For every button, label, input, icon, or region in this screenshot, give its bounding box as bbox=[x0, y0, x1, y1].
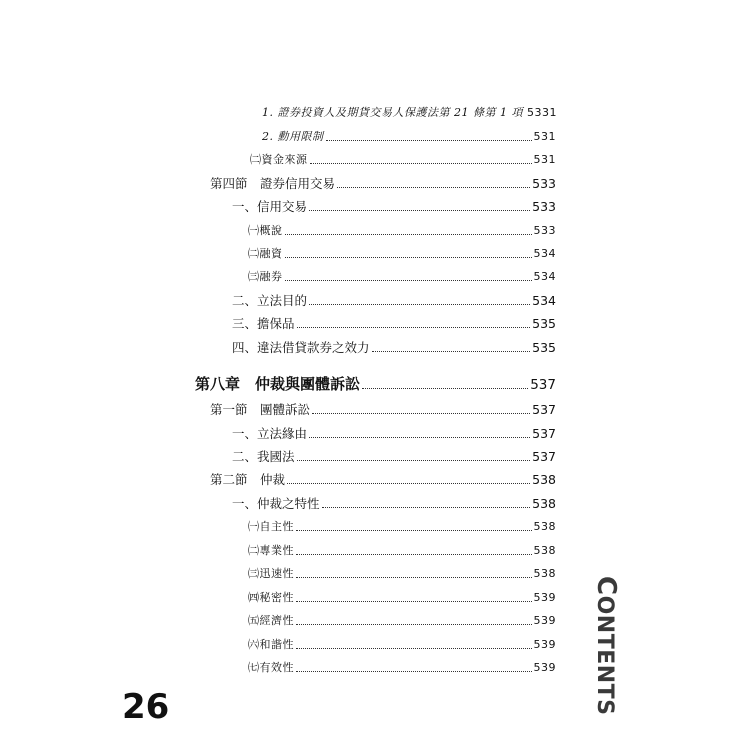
toc-entry bbox=[248, 246, 556, 262]
dot-leader bbox=[326, 139, 532, 141]
dot-leader bbox=[297, 459, 531, 461]
toc-chapter-row bbox=[195, 374, 556, 395]
dot-leader bbox=[296, 623, 532, 625]
dot-leader bbox=[362, 387, 528, 389]
toc-entry-label: ㈣秘密性 bbox=[248, 591, 294, 604]
toc-entry bbox=[232, 316, 556, 332]
dot-leader bbox=[372, 350, 531, 352]
toc-entry-page: 537 bbox=[532, 449, 556, 464]
toc-entry-page: 535 bbox=[532, 340, 556, 355]
toc-entry-page: 539 bbox=[533, 591, 556, 604]
toc-entry-label: ㈢融券 bbox=[248, 270, 283, 283]
toc-entry bbox=[232, 449, 556, 465]
toc-entry bbox=[248, 590, 556, 606]
toc-entry-page: 539 bbox=[533, 638, 556, 651]
toc-entry-label: ㈠自主性 bbox=[248, 520, 294, 533]
toc-entry bbox=[248, 566, 556, 582]
dot-leader bbox=[309, 303, 530, 305]
toc-entry-label: 第四節 證券信用交易 bbox=[210, 176, 336, 191]
toc-entry bbox=[262, 129, 556, 145]
dot-leader bbox=[296, 600, 532, 602]
toc-entry-label: 二、立法目的 bbox=[232, 293, 308, 308]
dot-leader bbox=[296, 553, 532, 555]
toc-entry-label: ㈠概說 bbox=[248, 224, 283, 237]
toc-entry bbox=[232, 199, 556, 215]
dot-leader bbox=[297, 326, 531, 328]
toc-entry bbox=[232, 340, 556, 356]
page-number: 26 bbox=[122, 687, 170, 727]
toc-entry-page: 538 bbox=[533, 544, 556, 557]
toc-entry bbox=[248, 519, 556, 535]
toc-entry-label: ㈡資金來源 bbox=[250, 153, 308, 166]
toc-entry bbox=[250, 152, 556, 168]
dot-leader bbox=[337, 186, 530, 188]
toc-entry bbox=[232, 293, 556, 309]
toc-entry-page: 535 bbox=[532, 316, 556, 331]
dot-leader bbox=[296, 647, 532, 649]
dot-leader bbox=[285, 233, 532, 235]
toc-entry-label: 1. 證券投資人及期貨交易人保護法第 21 條第 1 項 bbox=[262, 106, 523, 119]
toc-entry-page: 533 bbox=[532, 176, 556, 191]
toc-entry-page: 533 bbox=[532, 199, 556, 214]
toc-entry-page: 538 bbox=[532, 496, 556, 511]
toc-entry-page: 539 bbox=[533, 614, 556, 627]
toc-entry-page: 538 bbox=[532, 472, 556, 487]
toc-entry-label: 一、仲裁之特性 bbox=[232, 496, 320, 511]
toc-entry-label: 二、我國法 bbox=[232, 449, 295, 464]
contents-initial: C bbox=[591, 576, 621, 596]
toc-entry bbox=[248, 637, 556, 653]
toc-entry bbox=[210, 472, 556, 488]
toc-entry bbox=[232, 496, 556, 512]
dot-leader bbox=[296, 670, 532, 672]
toc-entry-label: ㈤經濟性 bbox=[248, 614, 294, 627]
toc-entry bbox=[248, 269, 556, 285]
toc-entry-label: 第二節 仲裁 bbox=[210, 472, 286, 487]
toc-entry-page: 537 bbox=[532, 402, 556, 417]
toc-entry-label: 四、違法借貸款券之效力 bbox=[232, 340, 370, 355]
dot-leader bbox=[287, 482, 530, 484]
toc-entry bbox=[262, 105, 556, 121]
dot-leader bbox=[322, 506, 531, 508]
toc-entry bbox=[232, 426, 556, 442]
toc-entry bbox=[248, 543, 556, 559]
toc-entry bbox=[210, 176, 556, 192]
toc-entry-label: ㈡融資 bbox=[248, 247, 283, 260]
toc-entry-page: 538 bbox=[533, 567, 556, 580]
toc-entry-label: 三、擔保品 bbox=[232, 316, 295, 331]
toc-entry-label: ㈡專業性 bbox=[248, 544, 294, 557]
toc-entry-label: 一、信用交易 bbox=[232, 199, 308, 214]
toc-entry-page: 537 bbox=[532, 426, 556, 441]
toc-entry bbox=[210, 402, 556, 418]
toc-entry-page: 539 bbox=[533, 661, 556, 674]
toc-entry-label: ㈢迅速性 bbox=[248, 567, 294, 580]
toc-entry-page: 531 bbox=[533, 130, 556, 143]
dot-leader bbox=[310, 162, 532, 164]
dot-leader bbox=[285, 279, 532, 281]
toc-entry-page: 5331 bbox=[526, 106, 557, 119]
toc-entry-label: 第一節 團體訴訟 bbox=[210, 402, 311, 417]
toc-entry-page: 534 bbox=[533, 247, 556, 260]
toc-entry-page: 534 bbox=[532, 293, 556, 308]
toc-entry-page: 538 bbox=[533, 520, 556, 533]
toc-entry-label: ㈥和諧性 bbox=[248, 638, 294, 651]
dot-leader bbox=[309, 209, 530, 211]
toc-entry-page: 533 bbox=[533, 224, 556, 237]
toc-entry-page: 537 bbox=[530, 377, 556, 393]
toc-entry bbox=[248, 660, 556, 676]
toc-entry-label: 一、立法緣由 bbox=[232, 426, 308, 441]
toc-entry-page: 531 bbox=[533, 153, 556, 166]
toc-entry-page: 534 bbox=[533, 270, 556, 283]
contents-side-label bbox=[591, 576, 621, 716]
dot-leader bbox=[296, 529, 532, 531]
contents-rest: ONTENTS bbox=[592, 595, 617, 716]
toc-entry-label: 第八章 仲裁與團體訴訟 bbox=[195, 375, 361, 393]
toc-entry-label: ㈦有效性 bbox=[248, 661, 294, 674]
toc-entry bbox=[248, 223, 556, 239]
dot-leader bbox=[285, 256, 532, 258]
dot-leader bbox=[296, 576, 532, 578]
toc-entry-label: 2. 勳用限制 bbox=[262, 130, 324, 143]
dot-leader bbox=[309, 436, 530, 438]
toc-entry bbox=[248, 613, 556, 629]
dot-leader bbox=[312, 412, 530, 414]
